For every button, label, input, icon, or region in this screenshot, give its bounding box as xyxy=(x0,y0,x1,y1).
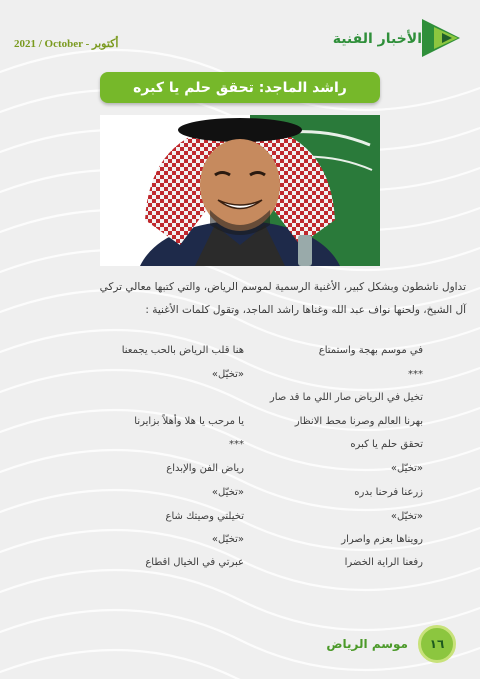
logo-text: الأخبار الفنية xyxy=(332,31,422,47)
lyric-line: في موسم بهجة واستمتاع xyxy=(318,345,423,356)
lyric-line: رياض الفن والإبداع xyxy=(166,463,244,474)
logo-triangles-icon xyxy=(414,17,468,59)
lyric-line: رفعنا الراية الخضرا xyxy=(344,557,423,568)
lyric-line: بهرنا العالم وصرنا محط الانظار xyxy=(294,416,423,427)
lyric-line: «تخيّل» xyxy=(211,534,244,545)
intro-paragraph xyxy=(22,276,466,322)
issue-date-en: 2021 / October - xyxy=(14,38,93,50)
lyric-line: يا مرحب يا هلا وأهلاً بزايرنا xyxy=(134,416,244,427)
page-number: ١٦ xyxy=(429,637,445,651)
lyric-line: تخيل في الرياض صار اللي ما قد صار xyxy=(269,392,423,403)
lyric-line: تحقق حلم يا كبره xyxy=(350,439,423,450)
lyric-line: «تخيّل» xyxy=(390,511,423,522)
issue-date xyxy=(14,37,118,50)
page-number-badge xyxy=(418,625,456,663)
intro-line-1: تداول ناشطون وبشكل كبير، الأغنية الرسمية لموسم الرياض، والتي كتبها معالي تركي xyxy=(99,281,466,293)
footer-section-label: موسم الرياض xyxy=(326,637,408,651)
singer-photo xyxy=(100,115,380,266)
lyric-line: هنا قلب الرياض بالحب يجمعنا xyxy=(121,345,244,356)
lyric-separator: *** xyxy=(229,439,244,450)
lyric-line: تخيلتي وصيتك شاع xyxy=(165,511,244,522)
magazine-logo xyxy=(332,17,468,61)
lyric-line: «تخيّل» xyxy=(211,369,244,380)
article-title: راشد الماجد: تحقق حلم يا كبره xyxy=(133,79,347,96)
lyric-separator: *** xyxy=(408,369,423,380)
lyric-line: عبرتي في الخيال اقطاع xyxy=(145,557,244,568)
lyric-line: «تخيّل» xyxy=(390,463,423,474)
issue-date-ar: أكتوبر xyxy=(92,38,119,50)
lyric-line: زرعنا فرحنا بدره xyxy=(354,487,423,498)
lyric-line: رويناها بعزم واصرار xyxy=(341,534,423,545)
intro-line-2: آل الشيخ، ولحنها نواف عبد الله وغناها راشد الماجد، وتقول كلمات الأغنية : xyxy=(145,304,466,316)
lyric-line: «تخيّل» xyxy=(211,487,244,498)
article-title-bar xyxy=(100,72,380,103)
